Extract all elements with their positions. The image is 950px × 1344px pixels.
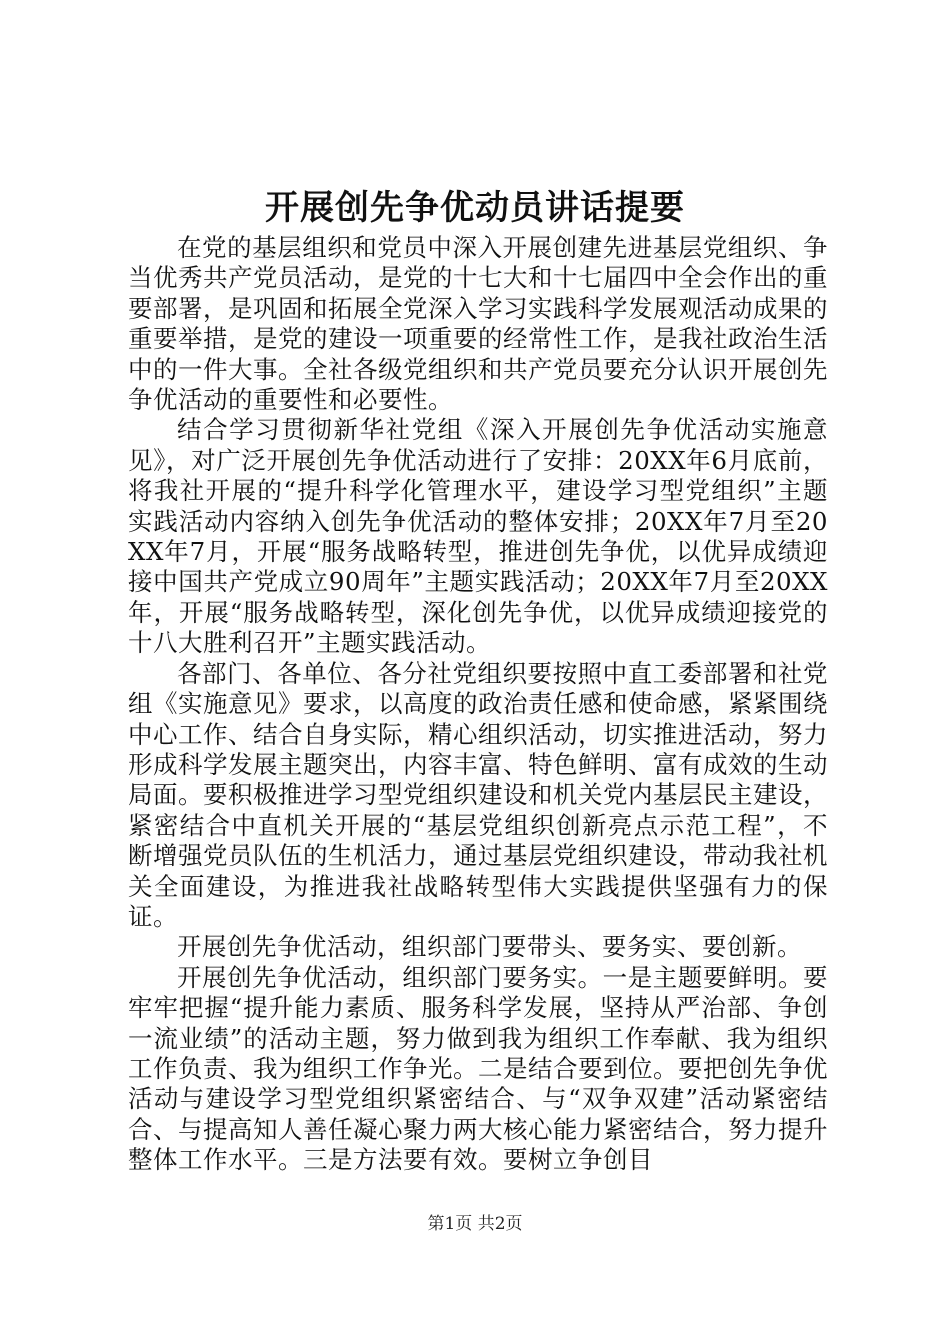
document-body (128, 233, 828, 1176)
paragraph-2: 结合学习贯彻新华社党组《深入开展创先争优活动实施意见》，对广泛开展创先争优活动进行了安排：20XX年6月底前，将我社开展的“提升科学化管理水平，建设学习型党组织”主题实践活动内容纳入创先争优活动的整体安排；20XX年7月至20XX年7月，开展“服务战略转型，推进创先争优，以优异成绩迎接中国共产党成立90周年”主题实践活动；20XX年7月至20XX年，开展“服务战略转型，深化创先争优，以优异成绩迎接党的十八大胜利召开”主题实践活动。 (128, 415, 828, 658)
paragraph-1: 在党的基层组织和党员中深入开展创建先进基层党组织、争当优秀共产党员活动，是党的十七大和十七届四中全会作出的重要部署，是巩固和拓展全党深入学习实践科学发展观活动成果的重要举措，是党的建设一项重要的经常性工作，是我社政治生活中的一件大事。全社各级党组织和共产党员要充分认识开展创先争优活动的重要性和必要性。 (128, 233, 828, 415)
page-number-footer: 第1页 共2页 (427, 1214, 523, 1234)
paragraph-4: 开展创先争优活动，组织部门要带头、要务实、要创新。 (177, 932, 802, 962)
paragraph-5: 开展创先争优活动，组织部门要务实。一是主题要鲜明。要牢牢把握“提升能力素质、服务科学发展，坚持从严治部、争创一流业绩”的活动主题，努力做到我为组织工作奉献、我为组织工作负责、我为组织工作争光。二是结合要到位。要把创先争优活动与建设学习型党组织紧密结合、与“双争双建”活动紧密结合、与提高知人善任凝心聚力两大核心能力紧密结合，努力提升整体工作水平。三是方法要有效。要树立争创目 (128, 962, 828, 1175)
paragraph-3: 各部门、各单位、各分社党组织要按照中直工委部署和社党组《实施意见》要求，以高度的政治责任感和使命感，紧紧围绕中心工作、结合自身实际，精心组织活动，切实推进活动，努力形成科学发展主题突出，内容丰富、特色鲜明、富有成效的生动局面。要积极推进学习型党组织建设和机关党内基层民主建设，紧密结合中直机关开展的“基层党组织创新亮点示范工程”，不断增强党员队伍的生机活力，通过基层党组织建设，带动我社机关全面建设，为推进我社战略转型伟大实践提供坚强有力的保证。 (128, 658, 828, 931)
document-title: 开展创先争优动员讲话提要 (265, 188, 685, 228)
